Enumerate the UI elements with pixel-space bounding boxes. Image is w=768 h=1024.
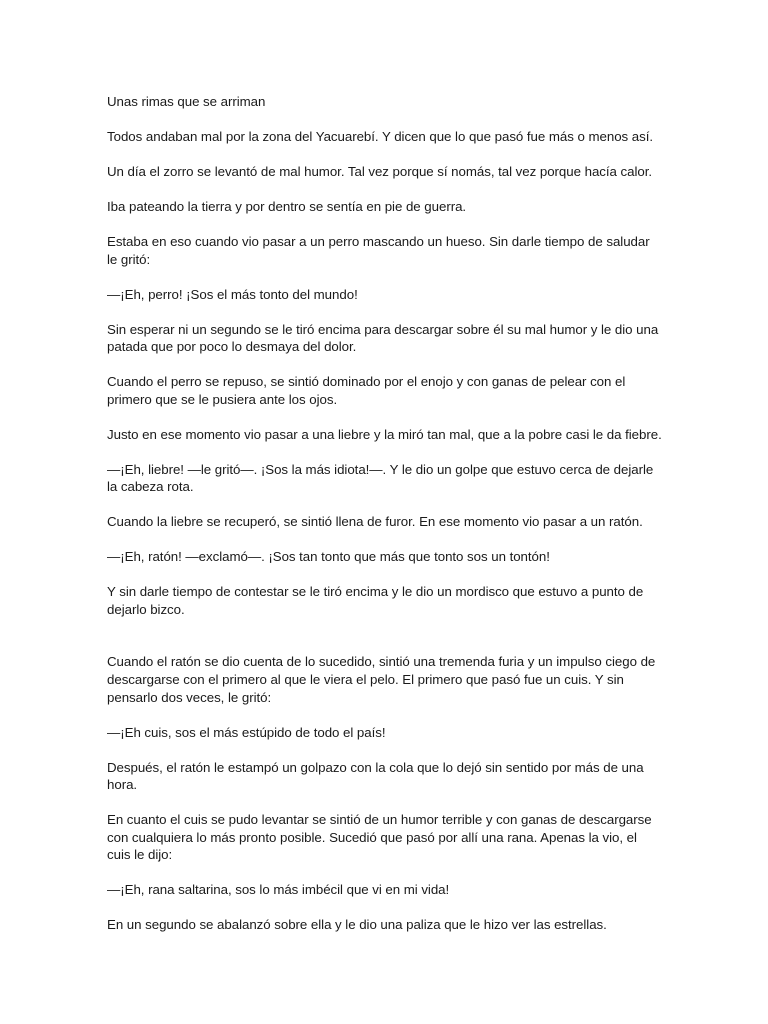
paragraph-4: Estaba en eso cuando vio pasar a un perro mascando un hueso. Sin darle tiempo de saludar le gritó: — [107, 233, 650, 267]
paragraph-14: —¡Eh cuis, sos el más estúpido de todo el país! — [107, 724, 386, 740]
paragraph-12: Y sin darle tiempo de contestar se le tiró encima y le dio un mordisco que estuvo a punto de dejarlo bizco. — [107, 584, 644, 617]
story-title: Unas rimas que se arriman — [107, 94, 266, 109]
paragraph-7: Cuando el perro se repuso, se sintió dominado por el enojo y con ganas de pelear con el primero que se le pusiera ante los ojos. — [107, 374, 626, 407]
paragraph-11: —¡Eh, ratón! —exclamó—. ¡Sos tan tonto que más que tonto sos un tontón! — [107, 549, 550, 565]
paragraph-10: Cuando la liebre se recuperó, se sintió llena de furor. En ese momento vio pasar a un ratón. — [107, 514, 643, 530]
paragraph-5: —¡Eh, perro! ¡Sos el más tonto del mundo! — [107, 286, 358, 302]
paragraph-17: —¡Eh, rana saltarina, sos lo más imbécil que vi en mi vida! — [107, 882, 450, 898]
paragraph-9: —¡Eh, liebre! —le gritó—. ¡Sos la más idiota!—. Y le dio un golpe que estuvo cerca de dejarle la cabeza rota. — [107, 461, 654, 495]
paragraph-6: Sin esperar ni un segundo se le tiró encima para descargar sobre él su mal humor y le dio una patada que por poco lo desmaya del dolor. — [107, 321, 659, 355]
paragraph-13: Cuando el ratón se dio cuenta de lo sucedido, sintió una tremenda furia y un impulso ciego de descargarse con el primero al que le viera el pelo. El primero que pasó fue un cuis. Y sin pensarlo dos veces, le gritó: — [107, 654, 656, 705]
document-page — [107, 93, 662, 951]
paragraph-3: Iba pateando la tierra y por dentro se sentía en pie de guerra. — [107, 198, 467, 214]
paragraph-16: En cuanto el cuis se pudo levantar se sintió de un humor terrible y con ganas de descargarse con cualquiera lo más pronto posible. Sucedió que pasó por allí una rana. Apenas la vio, el cuis le dijo: — [107, 812, 652, 863]
paragraph-15: Después, el ratón le estampó un golpazo con la cola que lo dejó sin sentido por más de una hora. — [107, 759, 644, 793]
paragraph-8: Justo en ese momento vio pasar a una liebre y la miró tan mal, que a la pobre casi le da fiebre. — [107, 426, 662, 442]
paragraph-2: Un día el zorro se levantó de mal humor. Tal vez porque sí nomás, tal vez porque hacía calor. — [107, 163, 653, 179]
paragraph-1: Todos andaban mal por la zona del Yacuarebí. Y dicen que lo que pasó fue más o menos así. — [107, 128, 654, 144]
paragraph-18: En un segundo se abalanzó sobre ella y le dio una paliza que le hizo ver las estrellas. — [107, 917, 607, 933]
